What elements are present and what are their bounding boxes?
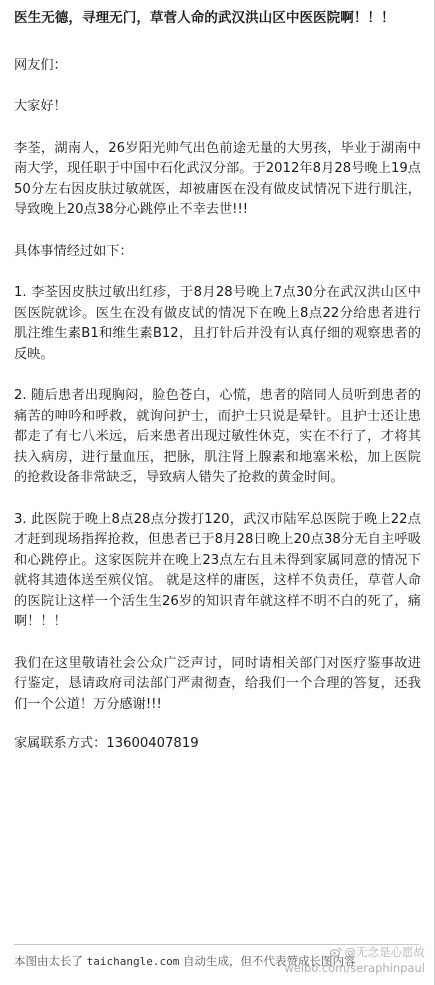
greeting-netizens: 网友们：: [14, 57, 67, 73]
appeal-paragraph: 我们在这里敬请社会公众广泛声讨，同时请相关部门对医疗鉴事故进行鉴定，恳请政府司法部门严肃彻查，给我们一个合理的答复，还我们一个公道！万分感谢!!!: [14, 655, 421, 712]
intro-paragraph: 李荃，湖南人，26岁阳光帅气出色前途无量的大男孩，毕业于湖南中南大学，现任职于中国中石化武汉分部。于2012年8月28号晚上19点50分左右因皮肤过敏就医，却被庸医在没有做皮试情况下进行肌注，导致晚上20点38分心跳停止不幸去世!!!: [14, 140, 421, 217]
article-title: 医生无德，寻理无门，草菅人命的武汉洪山区中医医院啊！！！: [14, 10, 395, 26]
weibo-logo-icon: [330, 947, 342, 957]
detail-item-2: 2. 随后患者出现胸闷，脸色苍白，心慌，患者的陪同人员听到患者的痛苦的呻吟和呼救，就询问护士，而护士只说是晕针。且护士还让患都走了有七八米远，后来患者出现过敏性休克，实在不行了，才将其扶入病房，进行量血压，把脉，肌注肾上腺素和地塞米松，加上医院的抢救设备非常缺乏，导致病人错失了抢救的黄金时间。: [14, 388, 421, 485]
weibo-watermark: [284, 944, 425, 976]
greeting-hello: 大家好！: [14, 99, 67, 114]
watermark-url: weibo.com/seraphinpaul: [284, 961, 425, 975]
footer-site-link[interactable]: taichangle.com: [86, 955, 180, 968]
article-body: [14, 8, 421, 776]
footer-prefix: 本图由太长了: [14, 954, 83, 968]
detail-item-1: 1. 李荃因皮肤过敏出红疹，于8月28号晚上7点30分在武汉洪山区中医医院就诊。医生在没有做皮试的情况下在晚上8点22分给患者进行肌注维生素B1和维生素B12，且打针后并没有认真仔细的观察患者的反映。: [14, 285, 421, 362]
footer-suffix: 自动生成，但不代表赞成长图内容: [183, 954, 356, 968]
details-heading: 具体事情经过如下：: [14, 243, 133, 259]
watermark-handle: @无念是心愿故: [344, 945, 425, 959]
detail-item-3: 3. 此医院于晚上8点28点分拨打120，武汉市陆军总医院于晚上22点才赶到现场指挥抢救，但患者已于8月28日晚上20点38分无自主呼吸和心跳停止。这家医院并在晚上23点左右且未得到家属同意的情况下就将其遗体送至殡仪馆。 就是这样的庸医，这样不负责任，草菅人命的医院让这样一个活生生26岁的知识青年就这样不明不白的死了，痛啊！！！: [14, 511, 421, 629]
watermark-handle-row: [284, 944, 425, 960]
contact-line: 家属联系方式：13600407819: [14, 736, 199, 751]
